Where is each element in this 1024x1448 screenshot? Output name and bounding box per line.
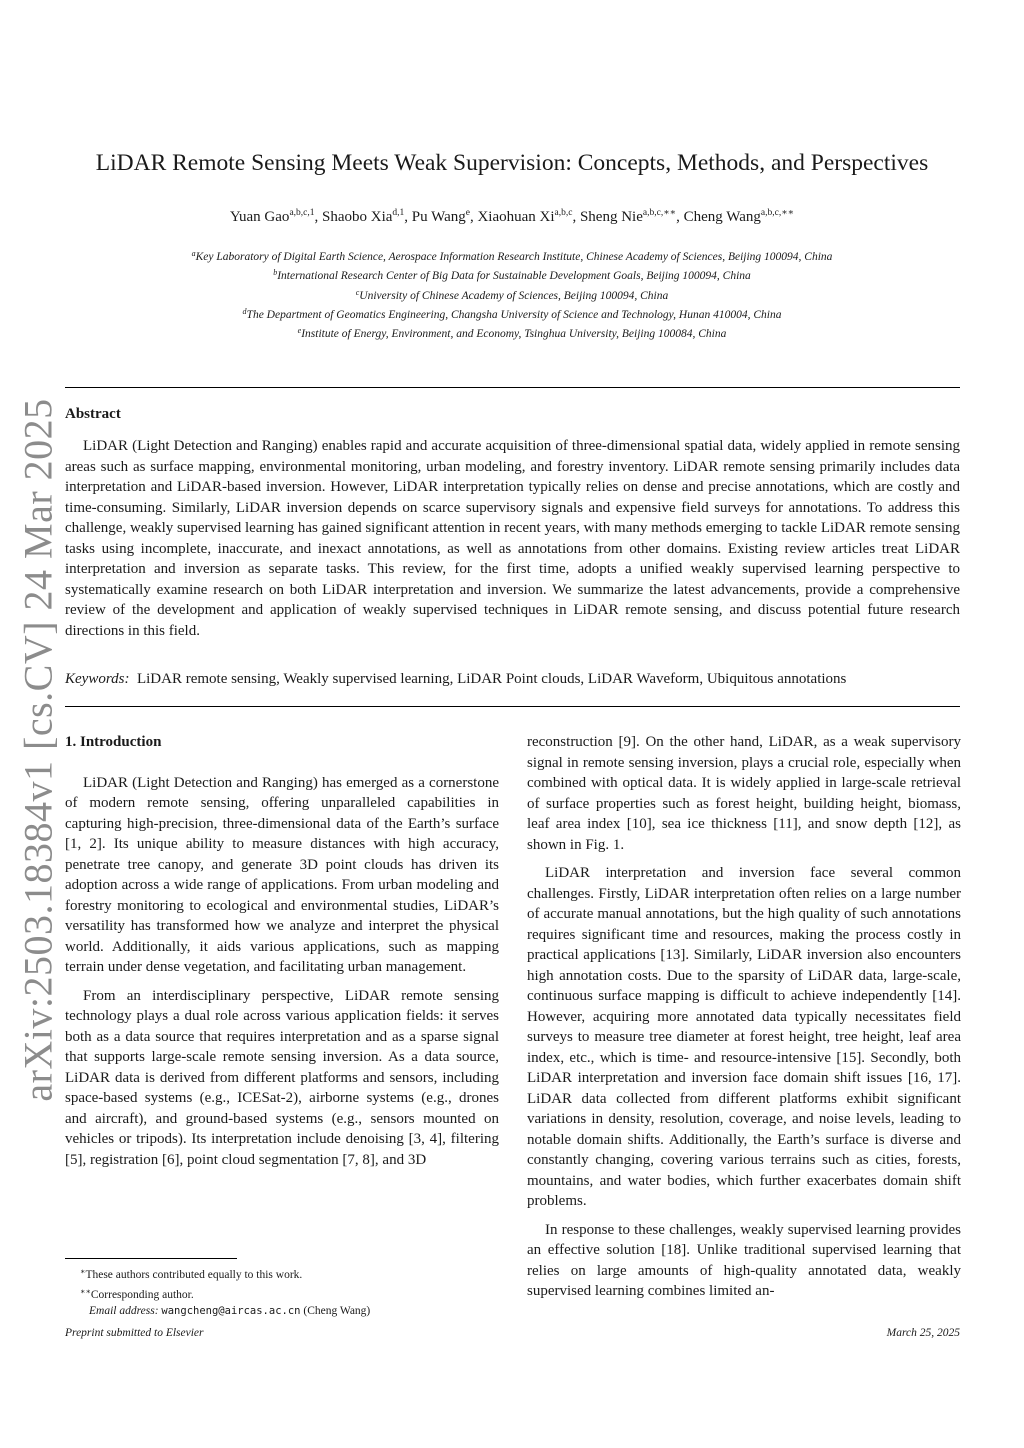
arxiv-identifier-stamp — [8, 398, 68, 1102]
author: Sheng Nie$^{a,b,c,∗∗}$, — [579, 208, 684, 225]
footnote-corresponding-author: ∗∗Corresponding author. — [80, 1286, 194, 1301]
footnotes — [80, 1264, 370, 1320]
footer-date: March 25, 2025 — [886, 1327, 960, 1339]
paper-title: LiDAR Remote Sensing Meets Weak Supervision: Concepts, Methods, and Perspectives — [95, 150, 929, 176]
footnote-rule — [65, 1258, 237, 1259]
abstract-text: LiDAR (Light Detection and Ranging) enables rapid and accurate acquisition of three-dimensional spatial data, widely applied in remote sensing areas such as surface mapping, environmental monitoring, urban modeling, and forestry inventory. LiDAR remote sensing primarily includes data interpretation and LiDAR-based inversion. However, LiDAR interpretation typically relies on dense and precise annotations, which are costly and time-consuming. Similarly, LiDAR inversion depends on scarce supervisory signals and expensive field surveys for annotations. To address this challenge, weakly supervised learning has gained significant attention in recent years, with many methods emerging to tackle LiDAR remote sensing tasks using incomplete, inaccurate, and inexact annotations, as well as annotations from other domains. Existing review articles treat LiDAR interpretation and inversion as separate tasks. This review, for the first time, adopts a unified weakly supervised learning perspective to systematically examine research on both LiDAR interpretation and inversion. We summarize the latest advancements, provide a comprehensive review of the development and application of weakly supervised techniques in LiDAR remote sensing, and discuss potential future research directions in this field. — [65, 438, 960, 639]
footnote-equal-contribution: ∗These authors contributed equally to this work. — [80, 1267, 303, 1281]
author: Yuan Gao$^{a,b,c,1}$, — [229, 208, 322, 225]
author: Cheng Wang$^{a,b,c,∗∗}$ — [683, 208, 795, 225]
abstract-heading: Abstract — [65, 406, 121, 422]
keywords — [65, 671, 960, 688]
body-paragraph: LiDAR interpretation and inversion face several common challenges. Firstly, LiDAR interpretation often relies on a large number of accurate manual annotations, but the high quality of such annotations requires significant time and resources, making the process costly in practical applications [13]. Similarly, LiDAR inversion also encounters high annotation costs. Due to the sparsity of LiDAR data, large-scale, continuous surface mapping is difficult to achieve independently [14]. However, acquiring more annotated data typically necessitates field surveys to measure tree diameter at forest height, tree height, leaf area index, etc., which is time- and resource-intensive [15]. Secondly, both LiDAR interpretation and inversion face domain shift issues [16, 17]. LiDAR data collected from different platforms exhibit significant variations in density, resolution, coverage, and noise levels, leading to notable domain shifts. Additionally, the Earth’s surface is diverse and constantly changing, covering various terrains such as cities, forests, mountains, and water bodies, which further exacerbates domain shift problems. — [527, 865, 961, 1209]
body-paragraph: LiDAR (Light Detection and Ranging) has emerged as a cornerstone of modern remote sensing, offering unparalleled capabilities in capturing high-precision, three-dimensional data of the Earth’s surface [1, 2]. Its unique ability to measure distances with high accuracy, penetrate tree canopy, and generate 3D point clouds has driven its adoption across a wide range of applications. From urban modeling and forestry monitoring to ecological and environmental studies, LiDAR’s versatility has transformed how we analyze and interpret the physical world. Additionally, it aids various applications, such as mapping terrain under dense vegetation, and facilitating urban management. — [65, 774, 499, 975]
abstract-top-rule — [65, 387, 960, 388]
abstract-bottom-rule — [65, 706, 960, 707]
footnote-email: Email address: wangcheng@aircas.ac.cn (Cheng Wang) — [89, 1305, 371, 1317]
affiliation: $^c$University of Chinese Academy of Sciences, Beijing 100094, China — [355, 287, 669, 302]
body-paragraph: In response to these challenges, weakly supervised learning provides an effective solution [18]. Unlike traditional supervised learning that relies on large amounts of high-quality annotated data, weakly supervised learning combines limited an- — [527, 1221, 961, 1299]
body-paragraph: reconstruction [9]. On the other hand, LiDAR, as a weak supervisory signal in remote sensing inversion, plays a crucial role, especially when combined with optical data. It is widely applied in large-scale retrieval of surface properties such as forest height, building height, biomass, leaf area index [10], sea ice thickness [11], and snow depth [12], as shown in Fig. 1. — [527, 734, 961, 853]
author: Pu Wang$^e$, — [411, 208, 478, 225]
left-column — [65, 732, 499, 1170]
section-heading-introduction: 1. Introduction — [65, 734, 162, 750]
affiliation: $^a$Key Laboratory of Digital Earth Science, Aerospace Information Research Institute, Chinese Academy of Sciences, Beijing 100094, China — [191, 249, 833, 263]
keywords-label: Keywords: — [65, 671, 130, 687]
right-column — [527, 732, 961, 1302]
footer-preprint-note: Preprint submitted to Elsevier — [65, 1327, 204, 1339]
arxiv-stamp-text: arXiv:2503.18384v1 [cs.CV] 24 Mar 2025 — [15, 398, 61, 1102]
email-address[interactable]: wangcheng@aircas.ac.cn — [161, 1305, 301, 1317]
affiliation: $^e$Institute of Energy, Environment, and Economy, Tsinghua University, Beijing 100084, China — [297, 326, 727, 341]
author-list — [40, 207, 984, 226]
affiliation: $^d$The Department of Geomatics Engineering, Changsha University of Science and Technology, Hunan 410004, China — [242, 306, 782, 321]
affiliation: $^b$International Research Center of Big Data for Sustainable Development Goals, Beijing 100094, China — [273, 268, 751, 283]
affiliation-list — [40, 246, 984, 342]
author: Xiaohuan Xi$^{a,b,c}$, — [477, 208, 580, 225]
body-paragraph: From an interdisciplinary perspective, LiDAR remote sensing technology plays a dual role across various application fields: it serves both as a data source that requires interpretation and as a sparse signal that supports large-scale remote sensing inversion. As a data source, LiDAR data is derived from different platforms and sensors, including space-based systems (e.g., ICESat-2), airborne systems (e.g., drones and aircraft), and ground-based systems (e.g., sensors mounted on vehicles or tripods). Its interpretation include denoising [3, 4], filtering [5], registration [6], point cloud segmentation [7, 8], and 3D — [65, 987, 499, 1168]
keywords-text: LiDAR remote sensing, Weakly supervised learning, LiDAR Point clouds, LiDAR Waveform, Ubiquitous annotations — [136, 671, 847, 687]
author: Shaobo Xia$^{d,1}$, — [322, 208, 412, 225]
